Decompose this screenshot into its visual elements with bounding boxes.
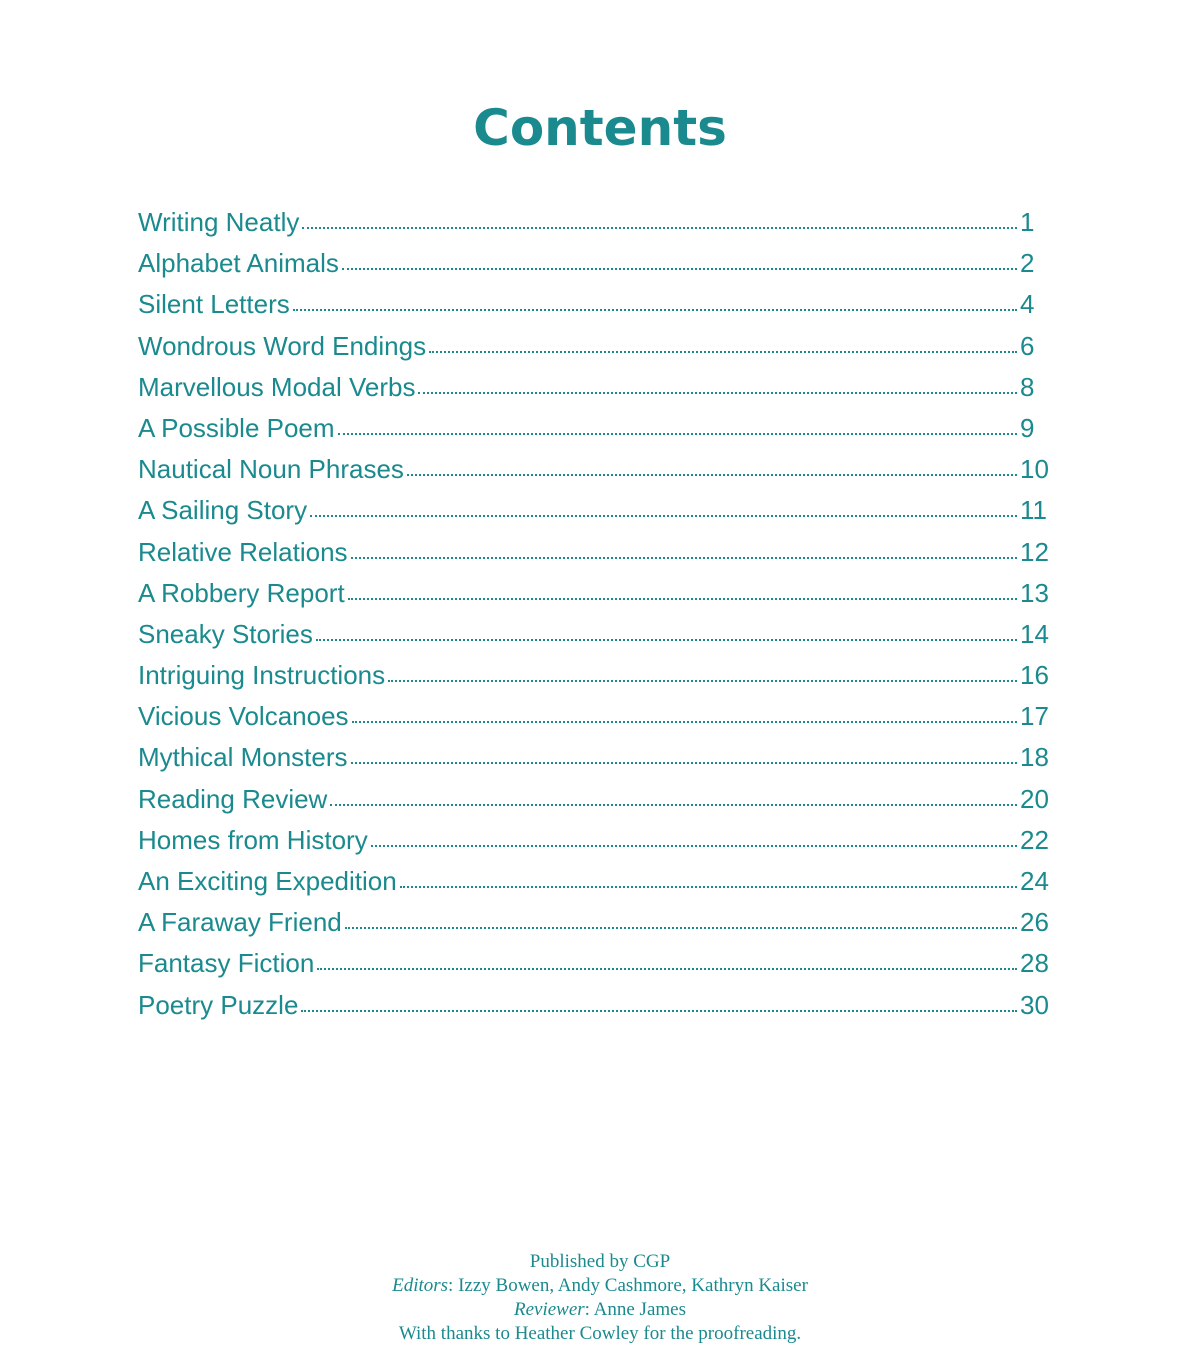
toc-entry-title: Vicious Volcanoes bbox=[138, 701, 349, 732]
dot-leader bbox=[418, 391, 1017, 394]
toc-entry[interactable] bbox=[138, 284, 1054, 325]
toc-entry-page: 13 bbox=[1020, 577, 1049, 608]
dot-leader bbox=[342, 267, 1017, 270]
publisher-credits bbox=[0, 1250, 1200, 1346]
dot-leader bbox=[400, 885, 1017, 888]
toc-entry[interactable] bbox=[138, 820, 1054, 861]
toc-entry-page: 20 bbox=[1020, 783, 1049, 814]
toc-entry-title: An Exciting Expedition bbox=[138, 866, 397, 896]
toc-entry-page: 4 bbox=[1020, 289, 1035, 320]
toc-entry-page: 26 bbox=[1020, 907, 1049, 938]
dot-leader bbox=[345, 926, 1017, 929]
page-title: Contents bbox=[473, 99, 727, 157]
toc-entry[interactable] bbox=[138, 326, 1054, 367]
toc-entry[interactable] bbox=[138, 490, 1054, 531]
toc-entry-title: Fantasy Fiction bbox=[138, 948, 315, 979]
toc-entry-title: Alphabet Animals bbox=[138, 248, 339, 279]
reviewer-label: Reviewer bbox=[513, 1299, 585, 1320]
toc-entry-title: Writing Neatly bbox=[138, 207, 300, 237]
table-of-contents bbox=[138, 202, 1054, 1026]
toc-entry-page: 9 bbox=[1020, 412, 1035, 443]
dot-leader bbox=[348, 597, 1017, 600]
toc-entry-title: Marvellous Modal Verbs bbox=[138, 371, 416, 402]
dot-leader bbox=[330, 803, 1017, 806]
toc-entry-title: Reading Review bbox=[138, 783, 328, 814]
toc-entry[interactable] bbox=[138, 408, 1054, 449]
toc-entry[interactable] bbox=[138, 779, 1054, 820]
dot-leader bbox=[338, 432, 1017, 435]
toc-entry[interactable] bbox=[138, 943, 1054, 984]
toc-entry[interactable] bbox=[138, 902, 1054, 943]
toc-entry[interactable] bbox=[138, 202, 1054, 243]
toc-entry-title: Wondrous Word Endings bbox=[138, 330, 427, 361]
toc-entry-page: 18 bbox=[1020, 742, 1049, 773]
toc-entry-title: Relative Relations bbox=[138, 536, 348, 567]
toc-entry-title: Silent Letters bbox=[138, 289, 290, 320]
toc-entry-title: Intriguing Instructions bbox=[138, 660, 386, 691]
toc-entry-page: 6 bbox=[1020, 330, 1035, 361]
toc-entry-page: 1 bbox=[1020, 207, 1035, 237]
toc-entry[interactable] bbox=[138, 737, 1054, 778]
dot-leader bbox=[351, 761, 1018, 764]
toc-entry-title: Mythical Monsters bbox=[138, 742, 348, 773]
toc-entry-page: 28 bbox=[1020, 948, 1049, 979]
dot-leader bbox=[301, 1009, 1017, 1012]
dot-leader bbox=[310, 514, 1017, 517]
dot-leader bbox=[429, 350, 1017, 353]
toc-entry[interactable] bbox=[138, 243, 1054, 284]
toc-entry-page: 17 bbox=[1020, 701, 1049, 732]
toc-entry-page: 22 bbox=[1020, 824, 1049, 855]
toc-entry-title: Nautical Noun Phrases bbox=[138, 454, 404, 485]
dot-leader bbox=[407, 473, 1017, 476]
toc-entry-title: A Faraway Friend bbox=[138, 907, 342, 938]
publisher-line: Published by CGP bbox=[529, 1251, 671, 1272]
toc-entry-page: 11 bbox=[1020, 495, 1047, 526]
toc-entry-title: Sneaky Stories bbox=[138, 618, 313, 649]
toc-entry[interactable] bbox=[138, 449, 1054, 490]
toc-entry[interactable] bbox=[138, 861, 1054, 902]
toc-entry[interactable] bbox=[138, 655, 1054, 696]
toc-entry[interactable] bbox=[138, 573, 1054, 614]
toc-entry-page: 10 bbox=[1020, 454, 1049, 485]
toc-entry-title: A Robbery Report bbox=[138, 577, 345, 608]
toc-entry-page: 12 bbox=[1020, 536, 1049, 567]
editors-line bbox=[0, 1274, 1200, 1298]
dot-leader bbox=[371, 844, 1017, 847]
editors-names: : Izzy Bowen, Andy Cashmore, Kathryn Kaiser bbox=[448, 1275, 808, 1296]
dot-leader bbox=[316, 638, 1017, 641]
editors-label: Editors bbox=[392, 1275, 449, 1296]
dot-leader bbox=[352, 720, 1017, 723]
toc-entry-page: 30 bbox=[1020, 989, 1049, 1020]
toc-entry-title: Homes from History bbox=[138, 824, 368, 855]
toc-entry[interactable] bbox=[138, 696, 1054, 737]
thanks-line: With thanks to Heather Cowley for the proofreading. bbox=[398, 1323, 802, 1344]
toc-entry-page: 2 bbox=[1020, 248, 1035, 279]
toc-entry[interactable] bbox=[138, 367, 1054, 408]
toc-entry-page: 24 bbox=[1020, 866, 1049, 896]
toc-entry[interactable] bbox=[138, 614, 1054, 655]
dot-leader bbox=[317, 967, 1017, 970]
toc-entry-title: Poetry Puzzle bbox=[138, 989, 299, 1020]
toc-entry-title: A Possible Poem bbox=[138, 412, 335, 443]
toc-entry-page: 14 bbox=[1020, 618, 1049, 649]
toc-entry-page: 8 bbox=[1020, 371, 1035, 402]
dot-leader bbox=[293, 308, 1017, 311]
toc-entry-page: 16 bbox=[1020, 660, 1049, 691]
toc-entry[interactable] bbox=[138, 532, 1054, 573]
toc-entry-title: A Sailing Story bbox=[138, 495, 308, 526]
toc-entry[interactable] bbox=[138, 985, 1054, 1026]
dot-leader bbox=[302, 226, 1017, 229]
dot-leader bbox=[388, 679, 1017, 682]
dot-leader bbox=[351, 556, 1017, 559]
reviewer-line bbox=[0, 1298, 1200, 1322]
reviewer-name: : Anne James bbox=[584, 1299, 686, 1320]
